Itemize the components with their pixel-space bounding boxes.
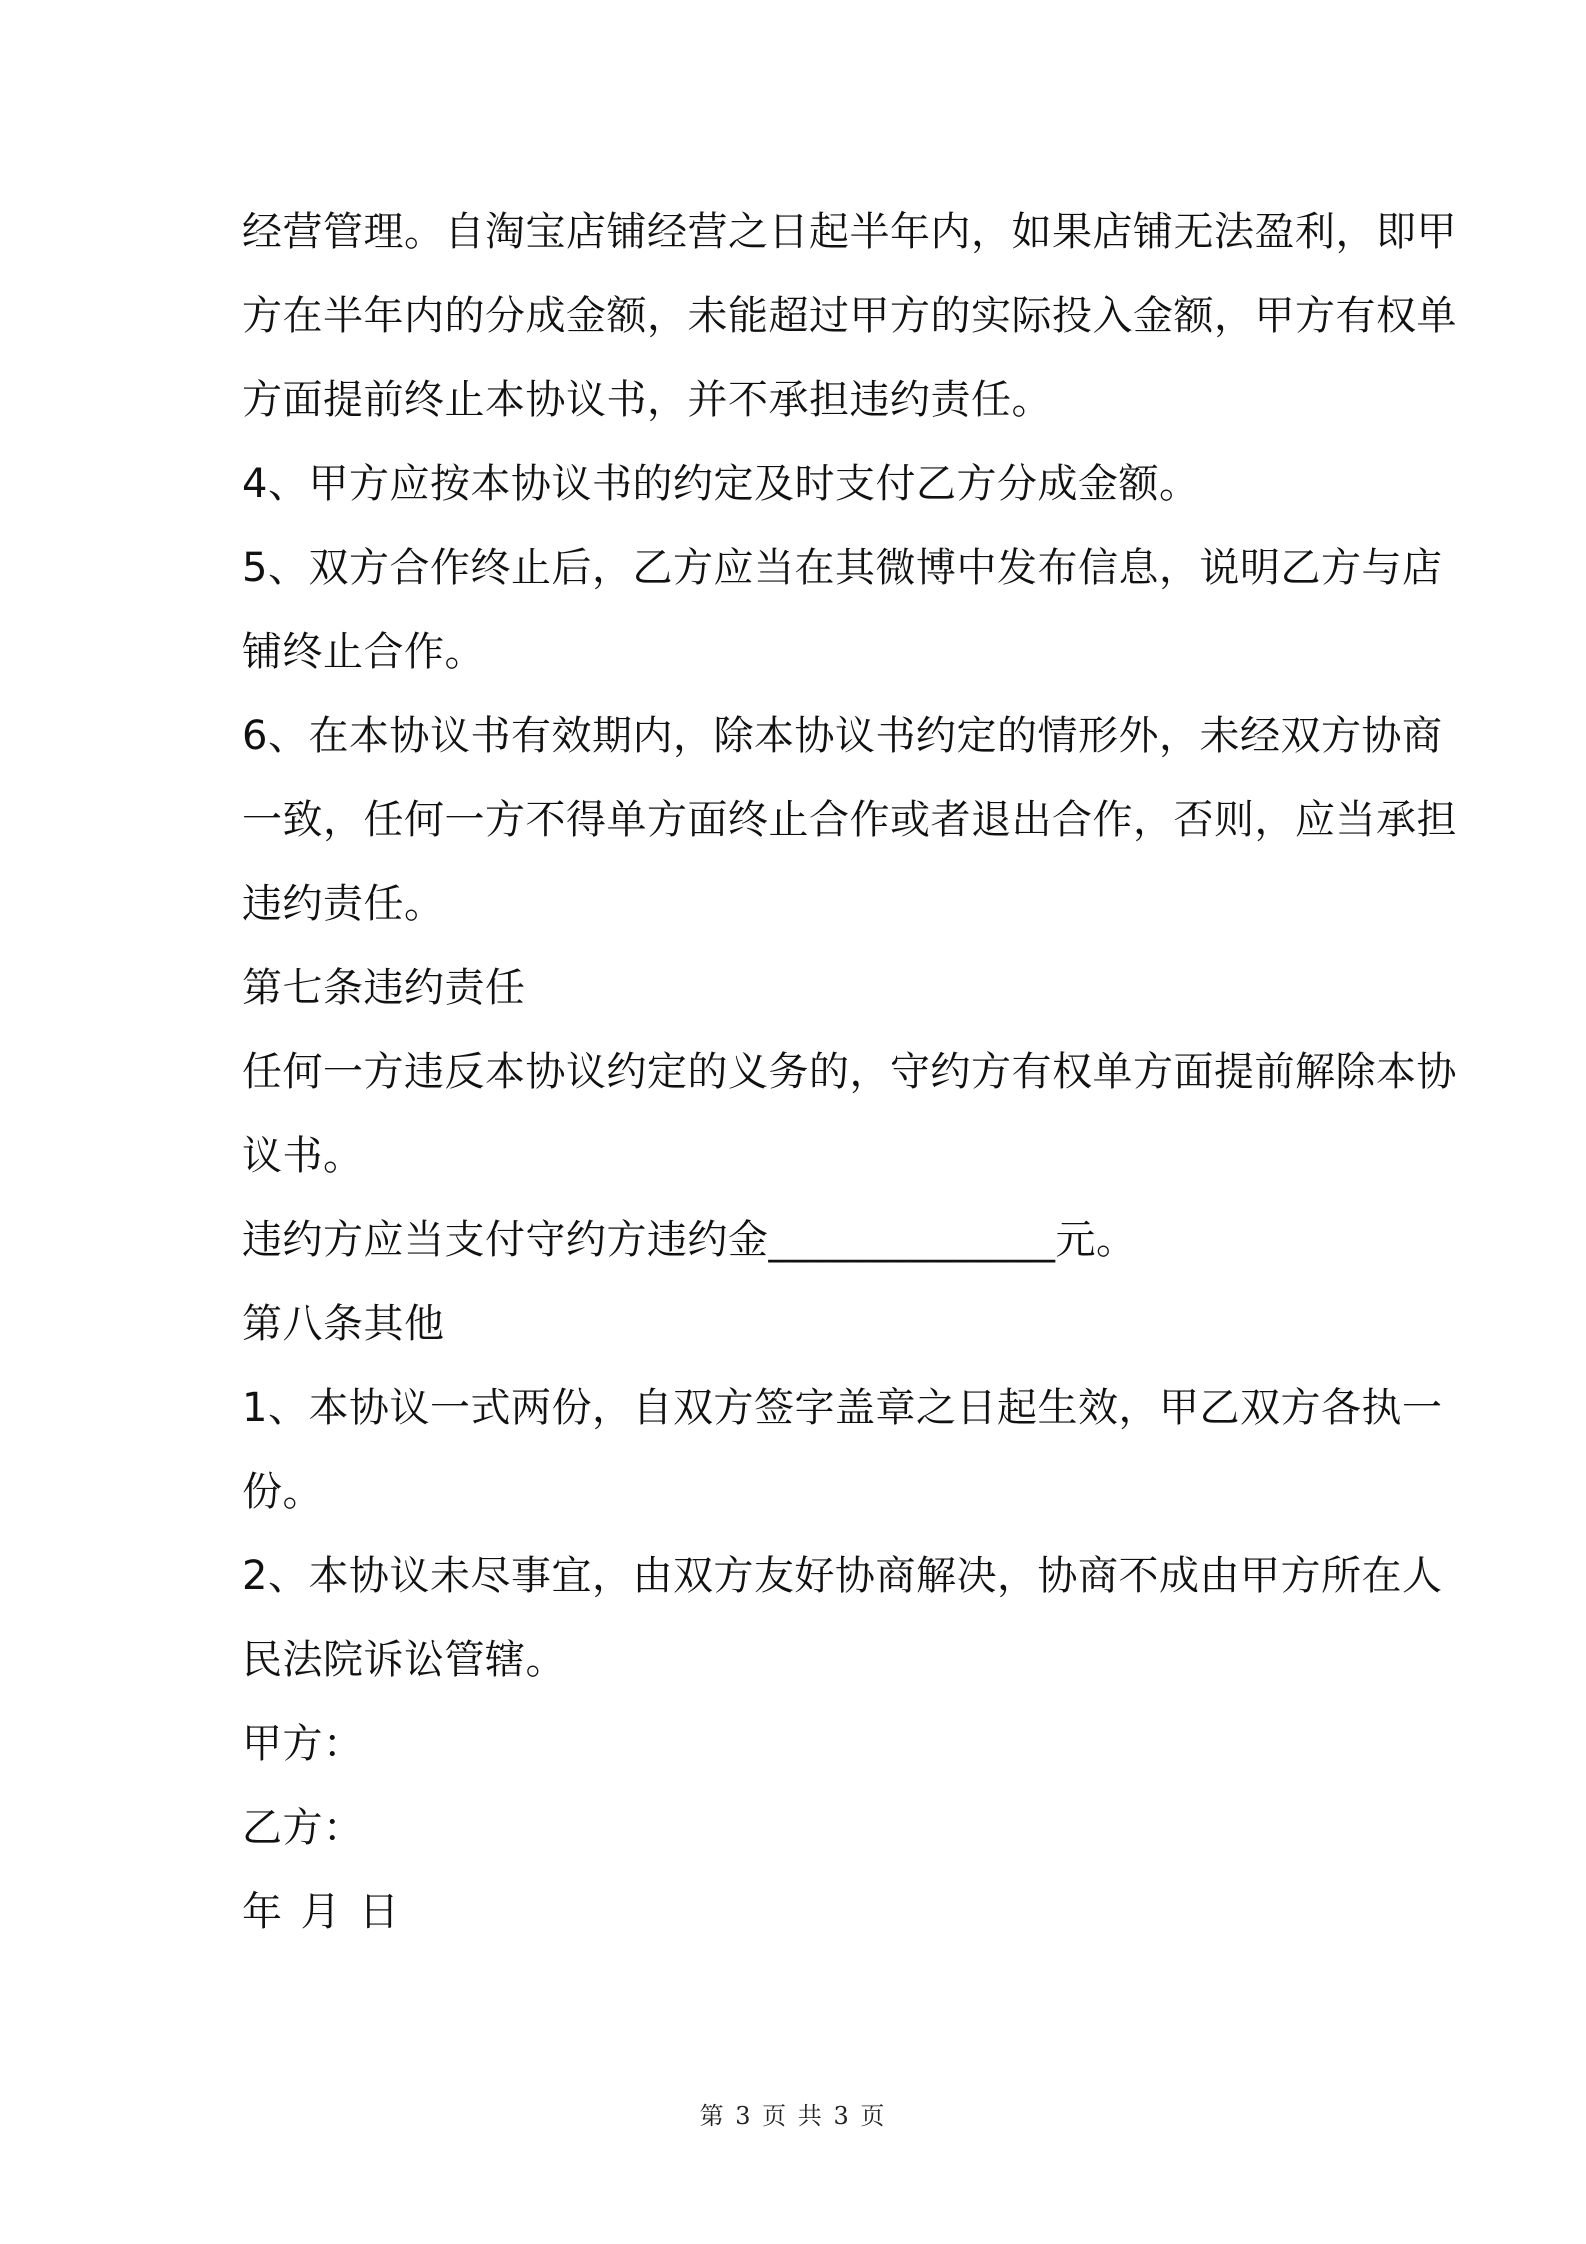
date-line <box>242 1870 1362 1954</box>
text-line: 铺终止合作。 <box>242 629 485 675</box>
date-month: 月 <box>300 1889 341 1935</box>
text-line: 任何一方违反本协议约定的义务的，守约方有权单方面提前解除本协 <box>242 1049 1457 1095</box>
date-day: 日 <box>359 1889 400 1935</box>
clause-1: 1、本协议一式两份，自双方签字盖章之日起生效，甲乙双方各执一 <box>242 1385 1443 1431</box>
text-line: 经营管理。自淘宝店铺经营之日起半年内，如果店铺无法盈利，即甲 <box>242 209 1457 255</box>
page-number-footer: 第 3 页 共 3 页 <box>699 2102 887 2130</box>
party-a-signature-label: 甲方： <box>242 1721 364 1767</box>
text-line: 议书。 <box>242 1133 364 1179</box>
text-line: 方在半年内的分成金额，未能超过甲方的实际投入金额，甲方有权单 <box>242 293 1457 339</box>
article-7-heading: 第七条违约责任 <box>242 965 526 1011</box>
document-body <box>242 190 1457 1954</box>
clause-4: 4、甲方应按本协议书的约定及时支付乙方分成金额。 <box>242 461 1200 507</box>
clause-2: 2、本协议未尽事宜，由双方友好协商解决，协商不成由甲方所在人 <box>242 1553 1443 1599</box>
text-line: 方面提前终止本协议书，并不承担违约责任。 <box>242 377 1052 423</box>
article-8-heading: 第八条其他 <box>242 1301 445 1347</box>
penalty-line: 违约方应当支付守约方违约金______________元。 <box>242 1217 1137 1263</box>
text-line: 违约责任。 <box>242 881 445 927</box>
text-line: 民法院诉讼管辖。 <box>242 1637 566 1683</box>
text-line: 份。 <box>242 1469 323 1515</box>
text-line: 一致，任何一方不得单方面终止合作或者退出合作，否则，应当承担 <box>242 797 1457 843</box>
clause-5: 5、双方合作终止后，乙方应当在其微博中发布信息，说明乙方与店 <box>242 545 1443 591</box>
clause-6: 6、在本协议书有效期内，除本协议书约定的情形外，未经双方协商 <box>242 713 1443 759</box>
party-b-signature-label: 乙方： <box>242 1805 364 1851</box>
date-year: 年 <box>242 1889 283 1935</box>
